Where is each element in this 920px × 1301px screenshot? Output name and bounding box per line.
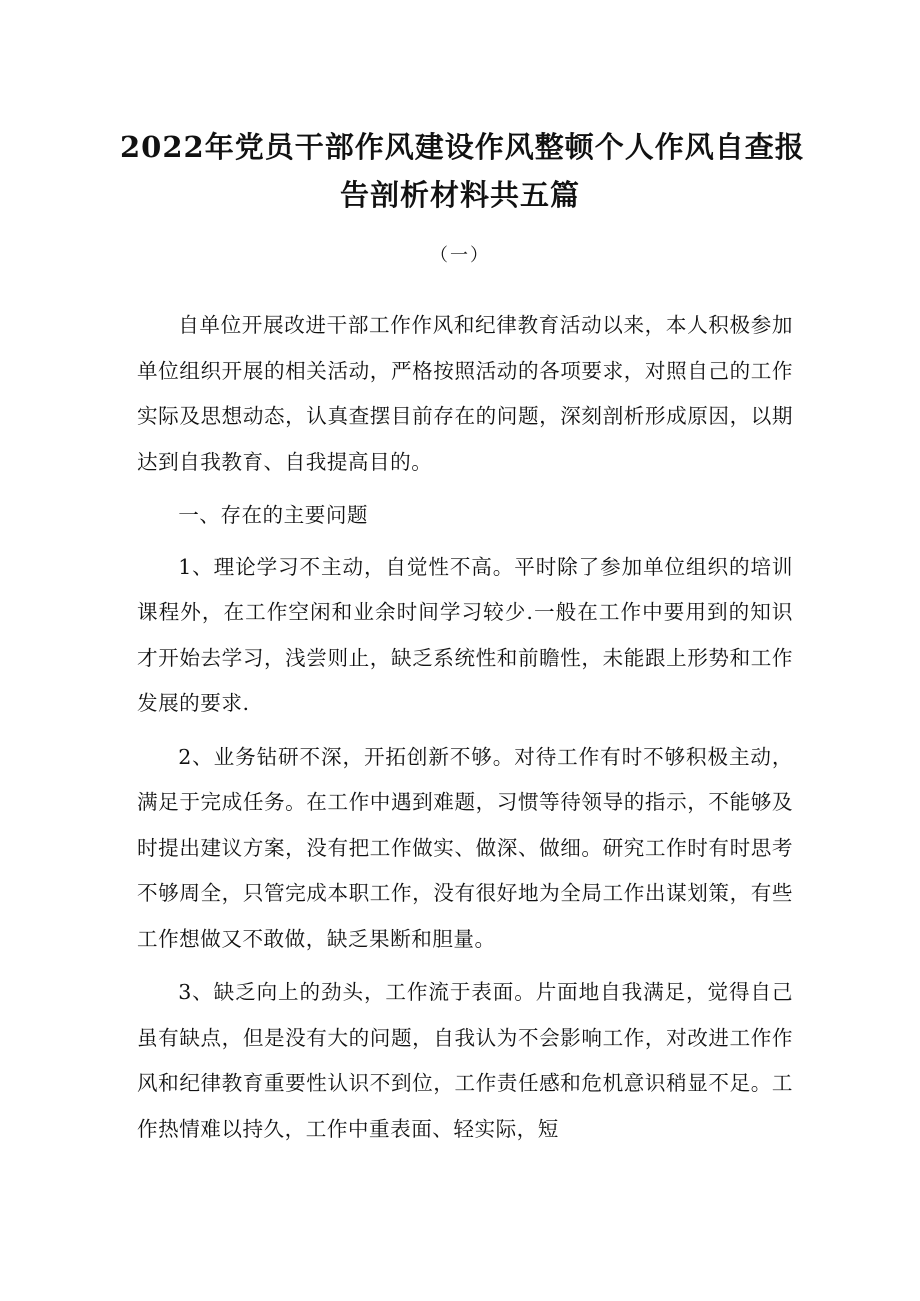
issue-paragraph-2: 2、业务钻研不深，开拓创新不够。对待工作有时不够积极主动，满足于完成任务。在工作中遇到难题，习惯等待领导的指示，不能够及时提出建议方案，没有把工作做实、做深、做细。研究工作时有时思考不够周全，只管完成本职工作，没有很好地为全局工作出谋划策，有些工作想做又不敢做，缺乏果断和胆量。 xyxy=(137,744,793,951)
issue-paragraph-1: 1、理论学习不主动，自觉性不高。平时除了参加单位组织的培训课程外，在工作空闲和业余时间学习较少.一般在工作中要用到的知识才开始去学习，浅尝则止，缺乏系统性和前瞻性，未能跟上形势和工作发展的要求. xyxy=(137,554,793,715)
intro-paragraph: 自单位开展改进干部工作作风和纪律教育活动以来，本人积极参加单位组织开展的相关活动，严格按照活动的各项要求，对照自己的工作实际及思想动态，认真查摆目前存在的问题，深刻剖析形成原因，以期达到自我教育、自我提高目的。 xyxy=(137,313,793,474)
issue-paragraph-3: 3、缺乏向上的劲头，工作流于表面。片面地自我满足，觉得自己虽有缺点，但是没有大的问题，自我认为不会影响工作，对改进工作作风和纪律教育重要性认识不到位，工作责任感和危机意识稍显不足。工作热情难以持久，工作中重表面、轻实际，短 xyxy=(137,980,793,1141)
document-title xyxy=(120,123,805,219)
document-title-line-2: 告剖析材料共五篇 xyxy=(339,178,580,213)
document-title-line-1: 2022年党员干部作风建设作风整顿个人作风自查报 xyxy=(120,130,805,165)
document-body xyxy=(137,303,793,1160)
section-marker: （一） xyxy=(430,245,490,266)
section-heading: 一、存在的主要问题 xyxy=(178,503,369,527)
